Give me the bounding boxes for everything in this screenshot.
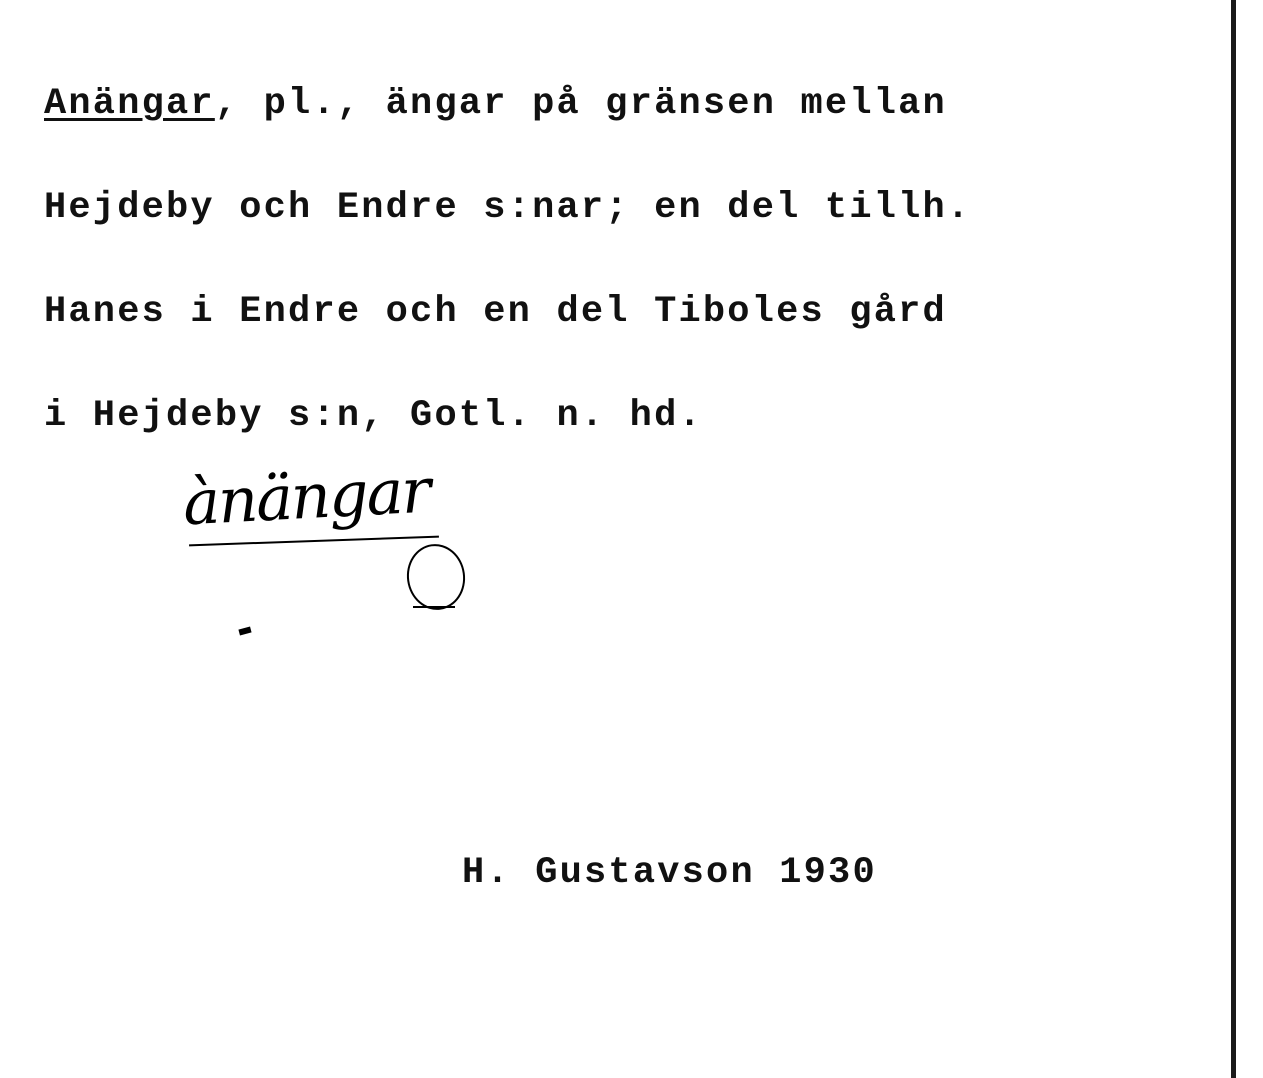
handwritten-annotation	[175, 440, 655, 640]
entry-line-2-text: Hejdeby och Endre s:nar; en del tillh.	[44, 187, 972, 229]
entry-line-2	[44, 156, 1164, 260]
entry-line-3-text: Hanes i Endre och en del Tiboles gård	[44, 291, 947, 333]
entry-line-1	[44, 52, 1164, 156]
entry-line-4-text: i Hejdeby s:n, Gotl. n. hd.	[44, 395, 703, 437]
typed-entry-block	[44, 52, 1164, 468]
attribution-line: H. Gustavson 1930	[462, 852, 877, 894]
handwritten-underline	[189, 536, 439, 547]
handwritten-form: ànängar	[181, 453, 431, 540]
handwritten-dot-mark	[238, 627, 251, 636]
handwritten-loop-bar	[413, 606, 455, 608]
entry-line-1-text: , pl., ängar på gränsen mellan	[214, 83, 947, 125]
entry-line-3	[44, 260, 1164, 364]
scan-edge-band	[1227, 0, 1263, 1078]
handwritten-loop-mark	[403, 540, 470, 613]
headword: Anängar	[44, 83, 215, 125]
